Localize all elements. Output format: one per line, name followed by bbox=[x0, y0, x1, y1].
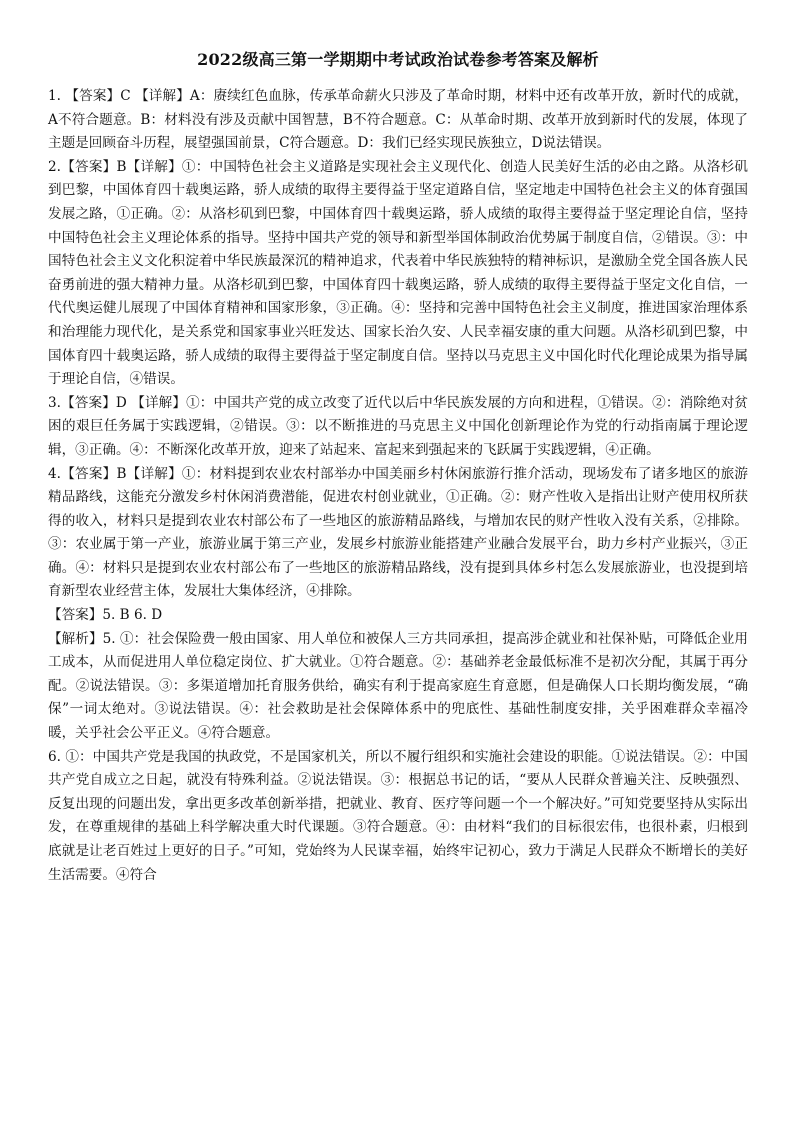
answer-q2: 2.【答案】B【详解】①：中国特色社会主义道路是实现社会主义现代化、创造人民美好生活的必由之路。从洛杉矶到巴黎，中国体育四十载奥运路，骄人成绩的取得主要得益于坚定道路自信，坚定地走中国特色社会主义的体育强国发展之路，①正确。②：从洛杉矶到巴黎，中国体育四十载奥运路，骄人成绩的取得主要得益于坚定理论自信，坚持中国特色社会主义理论体系的指导。坚持中国共产党的领导和新型举国体制政治优势属于制度自信，②错误。③：中国特色社会主义文化积淀着中华民族最深沉的精神追求，代表着中华民族独特的精神标识，是激励全党全国各族人民奋勇前进的强大精神力量。从洛杉矶到巴黎，中国体育四十载奥运路，骄人成绩的取得主要得益于坚定文化自信，一代代奥运健儿展现了中国体育精神和国家形象，③正确。④：坚持和完善中国特色社会主义制度，推进国家治理体系和治理能力现代化，是关系党和国家事业兴旺发达、国家长治久安、人民幸福安康的重大问题。从洛杉矶到巴黎，中国体育四十载奥运路，骄人成绩的取得主要得益于坚定制度自信。坚持以马克思主义中国化时代化理论成果为指导属于理论自信，④错误。 bbox=[48, 158, 748, 388]
answer-q4: 4.【答案】B【详解】①：材料提到农业农村部举办中国美丽乡村休闲旅游行推介活动，现场发布了诸多地区的旅游精品路线，这能充分激发乡村休闲消费潜能，促进农村创业就业，①正确。②：财产性收入是指出让财产使用权所获得的收入，材料只是提到农业农村部公布了一些地区的旅游精品路线，与增加农民的财产性收入没有关系，②排除。③：农业属于第一产业，旅游业属于第三产业，发展乡村旅游业能搭建产业融合发展平台，助力乡村产业振兴，③正确。④：材料只是提到农业农村部公布了一些地区的旅游精品路线，没有提到具体乡村怎么发展旅游业，也没提到培育新型农业经营主体，发展壮大集体经济，④排除。 bbox=[48, 465, 748, 600]
answer-q5-6-key: 【答案】5. B 6. D bbox=[48, 607, 163, 624]
document-title: 2022级高三第一学期期中考试政治试卷参考答案及解析 bbox=[197, 50, 599, 69]
answer-q1: 1. 【答案】C 【详解】A：赓续红色血脉，传承革命薪火只涉及了革命时期，材料中还有改革开放，新时代的成就，A不符合题意。B：材料没有涉及贡献中国智慧，B不符合题意。C：从革命时期、改革开放到新时代的发展，体现了主题是回顾奋斗历程，展望强国前景，C符合题意。D：我们已经实现民族独立，D说法错误。 bbox=[48, 88, 748, 152]
analysis-q5: 【解析】5. ①：社会保险费一般由国家、用人单位和被保人三方共同承担，提高涉企就业和社保补贴，可降低企业用工成本，从而促进用人单位稳定岗位、扩大就业。①符合题意。②：基础养老金最低标准不是初次分配，其属于再分配。②说法错误。③：多渠道增加托育服务供给，确实有利于提高家庭生育意愿，但是确保人口长期均衡发展，“确保”一词太绝对。③说法错误。④：社会救助是社会保障体系中的兜底性、基础性制度安排，关乎困难群众幸福冷暖，关乎社会公平正义。④符合题意。 bbox=[48, 630, 748, 742]
answer-q3: 3.【答案】D 【详解】①：中国共产党的成立改变了近代以后中华民族发展的方向和进程，①错误。②：消除绝对贫困的艰巨任务属于实践逻辑，②错误。③：以不断推进的马克思主义中国化创新理论作为党的行动指南属于理论逻辑，③正确。④：不断深化改革开放，迎来了站起来、富起来到强起来的飞跃属于实践逻辑，④正确。 bbox=[48, 394, 748, 458]
answer-body bbox=[48, 85, 748, 887]
analysis-q6: 6. ①：中国共产党是我国的执政党，不是国家机关，所以不履行组织和实施社会建设的职能。①说法错误。②：中国共产党自成立之日起，就没有特殊利益。②说法错误。③：根据总书记的话，“要从人民群众普遍关注、反映强烈、反复出现的问题出发，拿出更多改革创新举措，把就业、教育、医疗等问题一个一个解决好。”可知党要坚持从实际出发，在尊重规律的基础上科学解决重大时代课题。③符合题意。④：由材料“我们的目标很宏伟，也很朴素，归根到底就是让老百姓过上更好的日子。”可知，党始终为人民谋幸福，始终牢记初心，致力于满足人民群众不断增长的美好生活需要。④符合 bbox=[48, 748, 748, 883]
